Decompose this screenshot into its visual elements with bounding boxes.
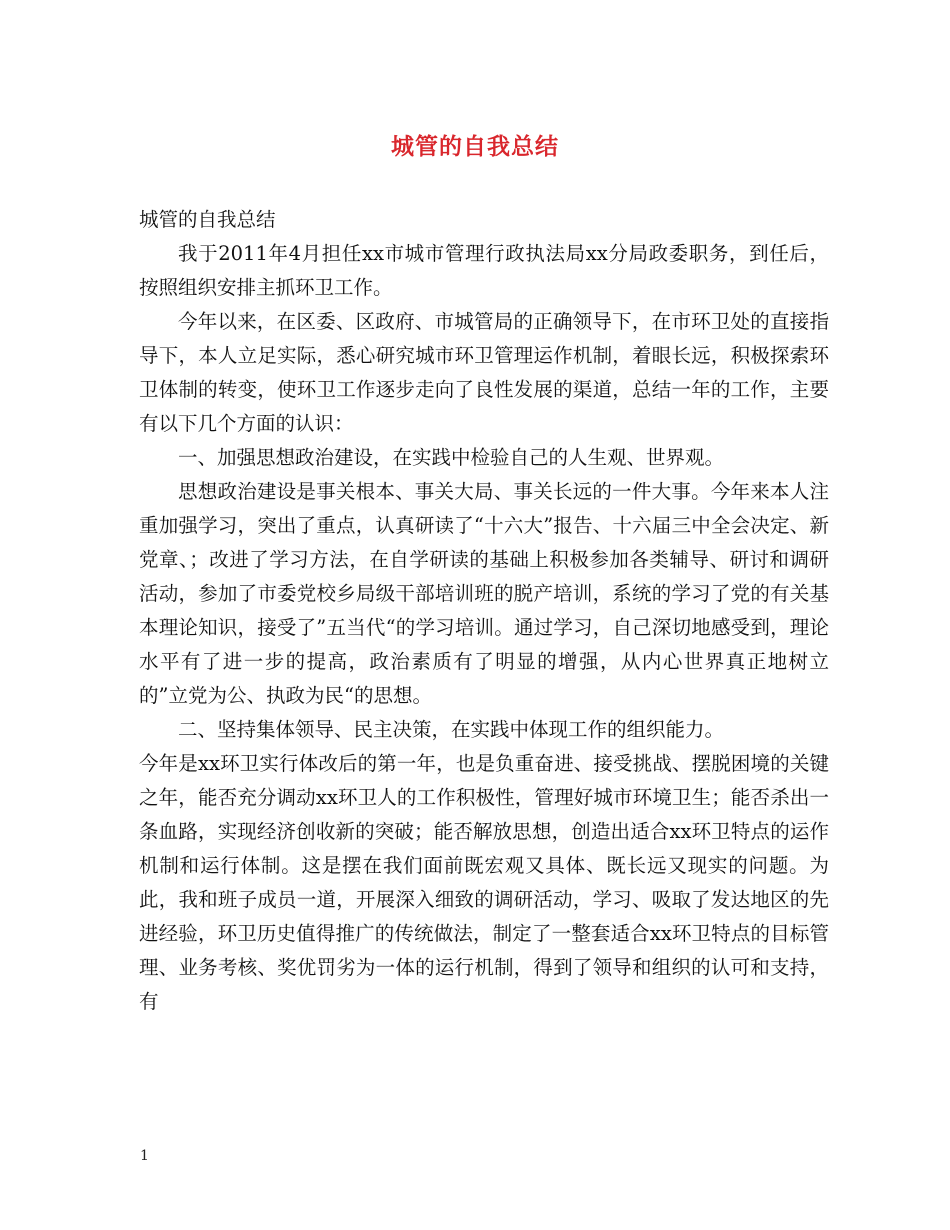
document-title: 城管的自我总结 — [391, 133, 559, 160]
section-heading: 二、坚持集体领导、民主决策，在实践中体现工作的组织能力。 — [178, 718, 725, 741]
document-subtitle: 城管的自我总结 — [139, 208, 276, 231]
document-body — [139, 203, 829, 1019]
paragraph: 思想政治建设是事关根本、事关大局、事关长远的一件大事。今年来本人注重加强学习，突出了重点，认真研读了“十六大”报告、十六届三中全会决定、新党章、；改进了学习方法，在自学研读的基础上积极参加各类辅导、研讨和调研活动，参加了市委党校乡局级干部培训班的脱产培训，系统的学习了党的有关基本理论知识，接受了”五当代“的学习培训。通过学习，自己深切地感受到，理论水平有了进一步的提高，政治素质有了明显的增强，从内心世界真正地树立的”立党为公、执政为民“的思想。 — [139, 480, 829, 707]
paragraph: 今年是xx环卫实行体改后的第一年，也是负重奋进、接受挑战、摆脱困境的关键之年，能否充分调动xx环卫人的工作积极性，管理好城市环境卫生；能否杀出一条血路，实现经济创收新的突破；能否解放思想，创造出适合xx环卫特点的运作机制和运行体制。这是摆在我们面前既宏观又具体、既长远又现实的问题。为此，我和班子成员一道，开展深入细致的调研活动，学习、吸取了发达地区的先进经验，环卫历史值得推广的传统做法，制定了一整套适合xx环卫特点的目标管理、业务考核、奖优罚劣为一体的运行机制，得到了领导和组织的认可和支持，有 — [139, 752, 829, 1013]
page-number: 1 — [140, 1148, 149, 1164]
paragraph: 今年以来，在区委、区政府、市城管局的正确领导下，在市环卫处的直接指导下，本人立足实际，悉心研究城市环卫管理运作机制，着眼长远，积极探索环卫体制的转变，使环卫工作逐步走向了良性发展的渠道，总结一年的工作，主要有以下几个方面的认识： — [139, 310, 829, 435]
paragraph: 我于2011年4月担任xx市城市管理行政执法局xx分局政委职务，到任后，按照组织安排主抓环卫工作。 — [139, 242, 829, 299]
section-heading: 一、加强思想政治建设，在实践中检验自己的人生观、世界观。 — [178, 446, 725, 469]
